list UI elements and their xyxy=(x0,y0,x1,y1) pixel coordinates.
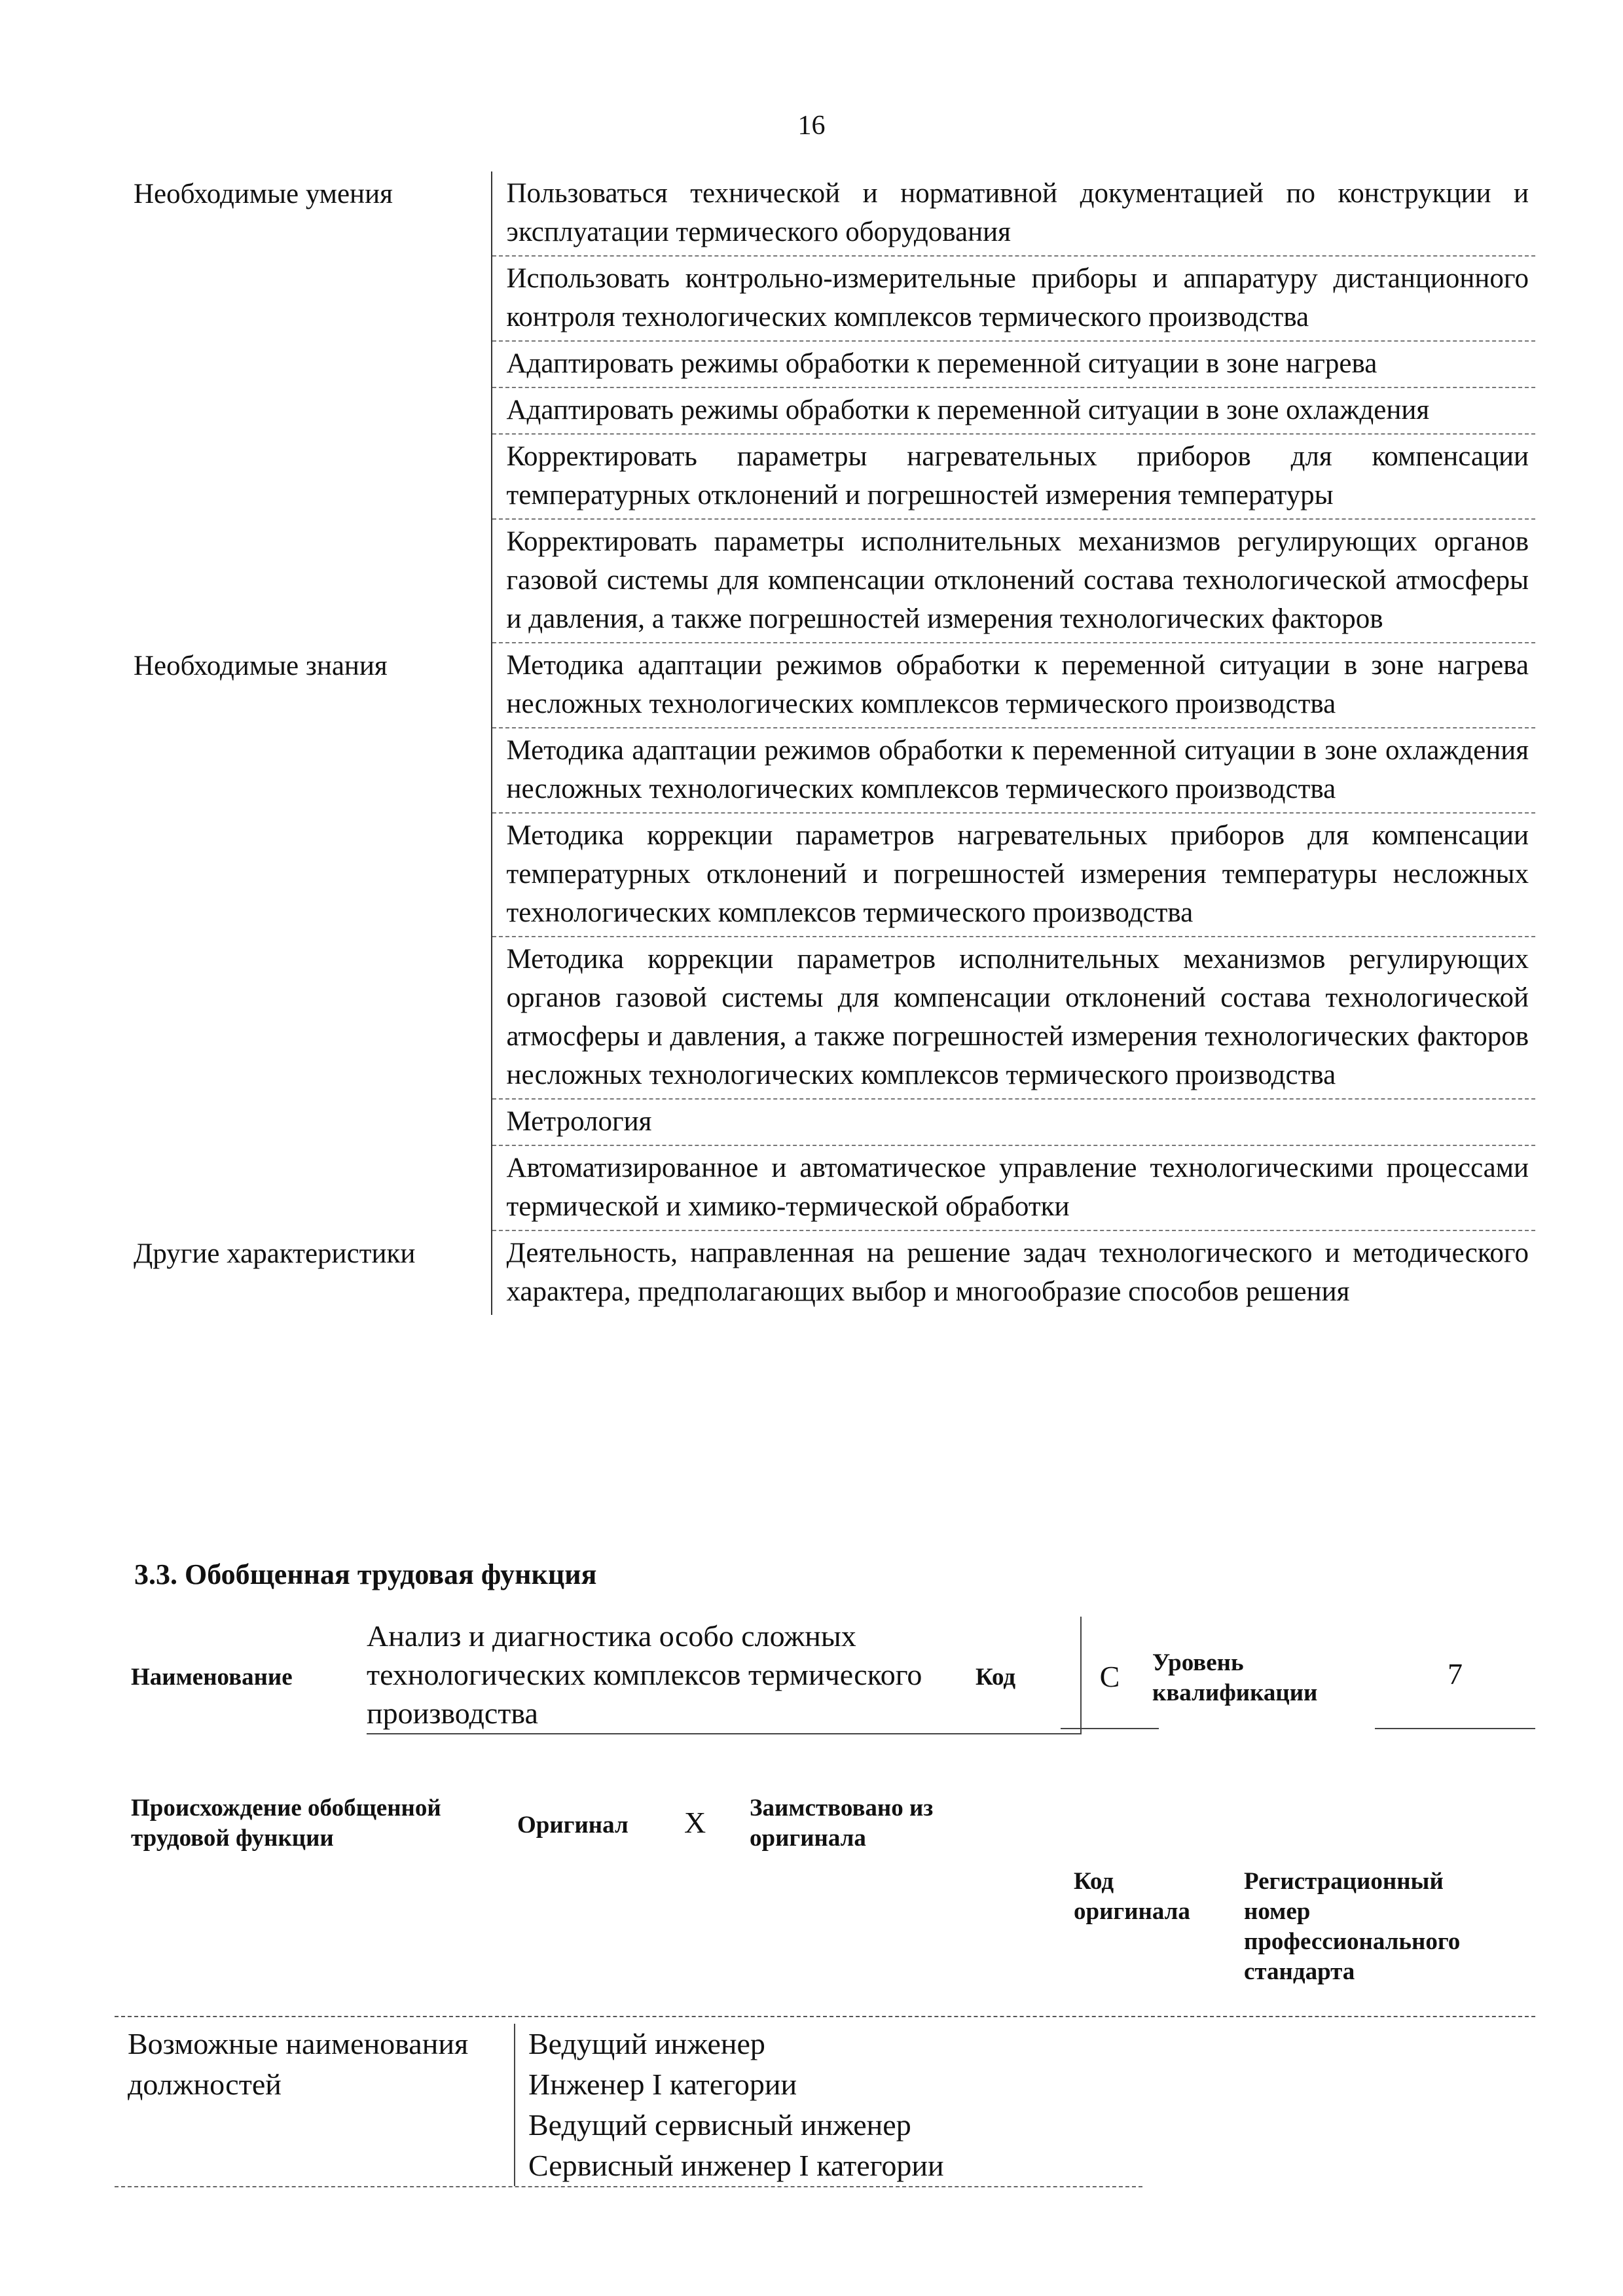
knowledge-row xyxy=(124,643,1535,1231)
function-header-row xyxy=(131,1617,1535,1741)
other-item: Деятельность, направленная на решение задач технологического и методического характера, предполагающих выбор и многообразие способов решения xyxy=(506,1238,1529,1307)
code-label: Код xyxy=(976,1664,1016,1691)
reg-number-label: Регистрационный номер профессионального стандарта xyxy=(1244,1868,1461,1985)
table-bottom-rule xyxy=(115,2186,1142,2187)
page-number: 16 xyxy=(797,111,826,141)
original-label: Оригинал xyxy=(517,1812,629,1839)
position-item: Ведущий сервисный инженер xyxy=(528,2108,911,2142)
position-item: Инженер I категории xyxy=(528,2068,797,2101)
requirements-table xyxy=(124,171,1535,1315)
positions-list xyxy=(514,2024,944,2186)
original-mark: X xyxy=(684,1806,706,1839)
borrowed-label: Заимствовано из оригинала xyxy=(750,1795,934,1852)
origin-label: Происхождение обобщенной трудовой функции xyxy=(131,1795,441,1852)
knowledge-item: Методика коррекции параметров нагревательных приборов для компенсации температурных отклонений и погрешностей измерения температуры несложных технологических комплексов термического производства xyxy=(492,814,1536,937)
knowledge-item: Методика адаптации режимов обработки к переменной ситуации в зоне нагрева несложных технологических комплексов термического производства xyxy=(492,643,1536,728)
code-value: C xyxy=(1061,1657,1159,1729)
knowledge-item: Автоматизированное и автоматическое управление технологическими процессами термической и химико-термической обработки xyxy=(492,1146,1536,1231)
name-value: Анализ и диагностика особо сложных технологических комплексов термического производства xyxy=(367,1617,1082,1734)
skills-list xyxy=(491,171,1536,643)
origin-block xyxy=(131,1793,1535,2003)
positions-label: Возможные наименования должностей xyxy=(128,2027,469,2101)
positions-table xyxy=(115,2016,1535,2186)
knowledge-item: Методика адаптации режимов обработки к переменной ситуации в зоне охлаждения несложных технологических комплексов термического производства xyxy=(492,728,1536,814)
skill-item: Корректировать параметры исполнительных механизмов регулирующих органов газовой системы для компенсации отклонений состава технологической атмосферы и давления, а также погрешностей измерения технологических факторов xyxy=(492,520,1536,643)
knowledge-item: Методика коррекции параметров исполнительных механизмов регулирующих органов газовой системы для компенсации отклонений состава технологической атмосферы и давления, а также погрешностей измерения технологических факторов несложных технологических комплексов термического производства xyxy=(492,937,1536,1100)
other-row xyxy=(124,1231,1535,1315)
section-heading: 3.3. Обобщенная трудовая функция xyxy=(134,1558,597,1590)
skill-item: Адаптировать режимы обработки к переменной ситуации в зоне охлаждения xyxy=(492,388,1536,435)
other-list xyxy=(491,1231,1536,1315)
skill-item: Адаптировать режимы обработки к переменной ситуации в зоне нагрева xyxy=(492,342,1536,388)
other-label: Другие характеристики xyxy=(134,1238,416,1269)
knowledge-list xyxy=(491,643,1536,1231)
position-item: Сервисный инженер I категории xyxy=(528,2149,944,2182)
skill-item: Использовать контрольно-измерительные приборы и аппаратуру дистанционного контроля технологических комплексов термического производства xyxy=(492,257,1536,342)
skills-row xyxy=(124,171,1535,643)
knowledge-label: Необходимые знания xyxy=(134,651,388,681)
knowledge-item: Метрология xyxy=(492,1100,1536,1146)
name-label: Наименование xyxy=(131,1664,293,1691)
skill-item: Пользоваться технической и нормативной документацией по конструкции и эксплуатации термического оборудования xyxy=(492,171,1536,257)
level-label: Уровень квалификации xyxy=(1152,1649,1318,1706)
skill-item: Корректировать параметры нагревательных приборов для компенсации температурных отклонений и погрешностей измерения температуры xyxy=(492,435,1536,520)
skills-label: Необходимые умения xyxy=(134,179,393,209)
position-item: Ведущий инженер xyxy=(528,2027,765,2060)
level-value: 7 xyxy=(1375,1655,1535,1729)
original-code-label: Код оригинала xyxy=(1074,1868,1190,1925)
